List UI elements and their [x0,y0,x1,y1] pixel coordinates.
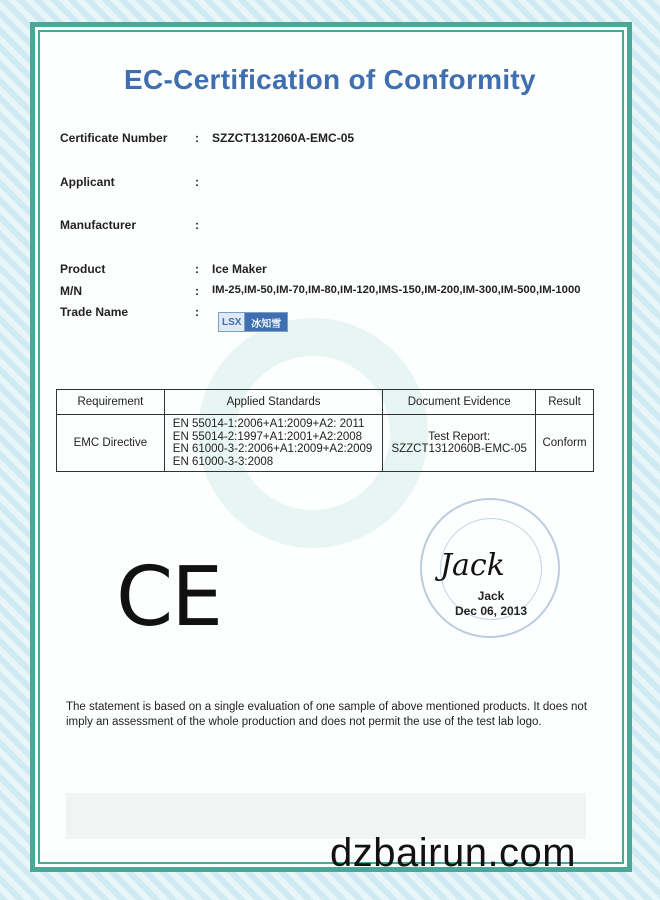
applied-standards-cell [164,415,383,472]
trade-name-logo [218,312,288,332]
colon: : [195,284,199,298]
standard-line: EN 61000-3-2:2006+A1:2009+A2:2009 [172,443,373,455]
disclaimer-statement: The statement is based on a single evaluation of one sample of above mentioned products. It does not imply an assessment of the whole production and does not permit the use of the test lab logo. [66,701,588,728]
product-value: Ice Maker [212,262,267,276]
result-cell: Conform [536,415,594,472]
colon: : [195,305,199,319]
table-header: Requirement [57,390,165,415]
table-row [57,415,594,472]
requirement-cell: EMC Directive [57,415,165,472]
ce-mark: CE [116,550,222,645]
applicant-label: Applicant [60,175,115,189]
standard-line: EN 55014-1:2006+A1:2009+A2: 2011 [172,418,365,430]
manufacturer-label: Manufacturer [60,218,137,232]
trade-name-label: Trade Name [60,305,129,319]
signatory-name: Jack [477,589,505,603]
logo-chinese-text: 冰知雪 [245,313,287,331]
colon: : [195,131,199,145]
table-header-row [57,390,594,415]
certificate-number-label: Certificate Number [60,131,168,145]
table-header: Result [536,390,594,415]
product-label: Product [60,262,106,276]
colon: : [195,262,199,276]
standard-line: EN 61000-3-3:2008 [172,455,274,468]
certificate-number-value: SZZCT1312060A-EMC-05 [212,131,355,145]
standard-line: EN 55014-2:1997+A1:2001+A2:2008 [172,430,363,443]
signature-date: Dec 06, 2013 [454,604,528,618]
colon: : [195,175,199,189]
standards-table [56,389,594,472]
handwritten-signature: Jack [440,548,505,583]
certificate-title: EC-Certification of Conformity [124,64,536,95]
evidence-line: SZZCT1312060B-EMC-05 [391,443,527,455]
site-watermark: dzbairun.com [330,831,577,875]
document-evidence-cell [383,415,536,472]
evidence-line: Test Report: [428,431,491,443]
model-number-value: IM-25,IM-50,IM-70,IM-80,IM-120,IMS-150,IM-200,IM-300,IM-500,IM-1000 [212,284,581,296]
colon: : [195,218,199,232]
table-header: Applied Standards [164,390,383,415]
logo-letters: LSX [219,313,245,331]
table-header: Document Evidence [383,390,536,415]
model-number-label: M/N [60,284,82,298]
